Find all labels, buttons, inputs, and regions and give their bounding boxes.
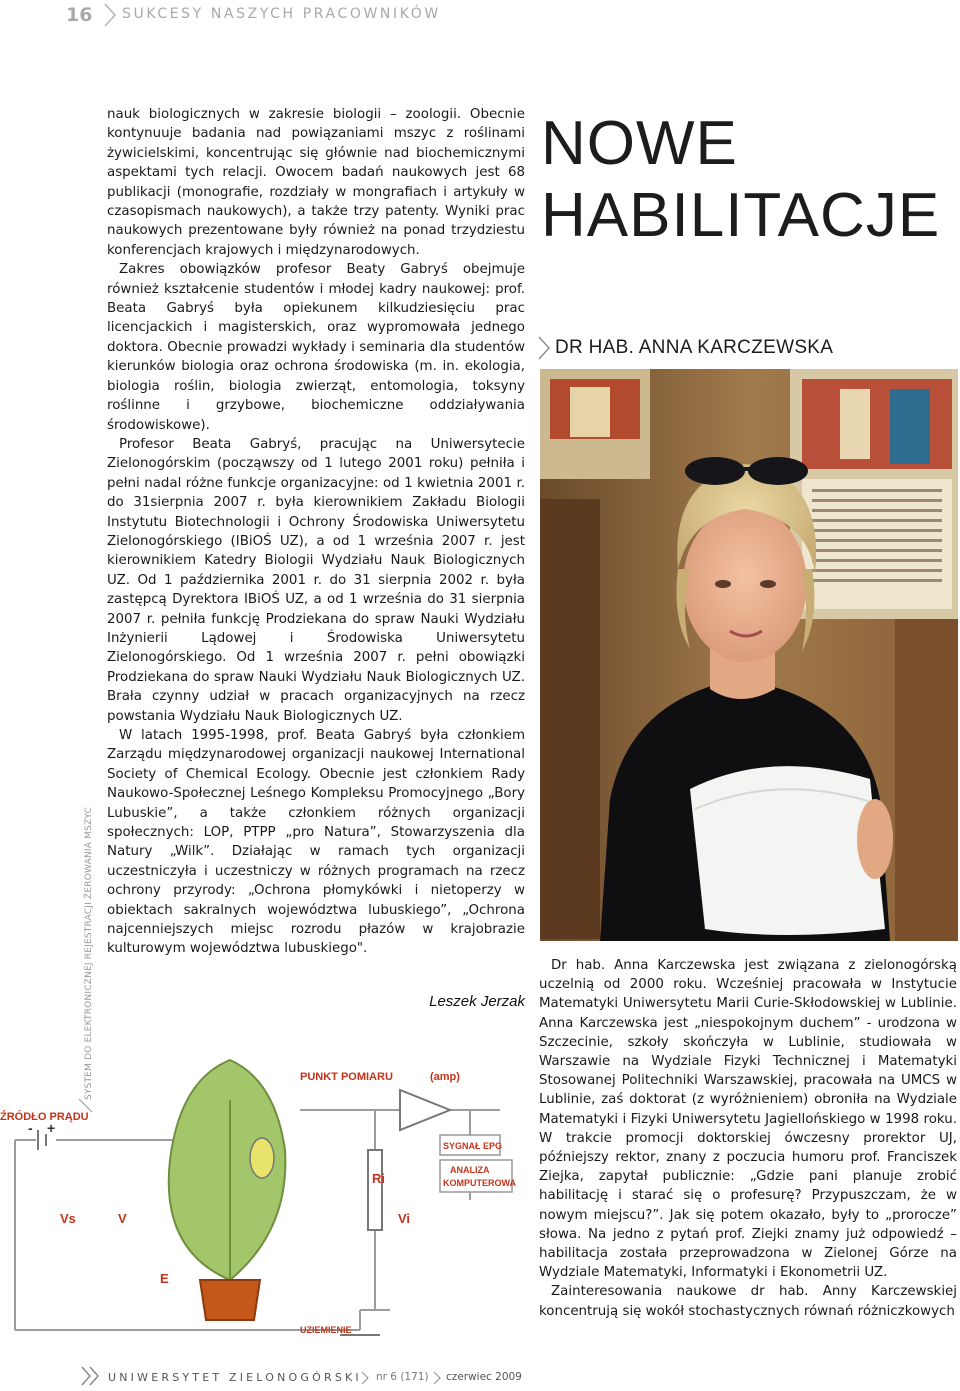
paragraph: Zainteresowania naukowe dr hab. Anny Karczewskiej koncentrują się wokół stochastycznych równań różniczkowych — [539, 1284, 957, 1319]
label-signal: SYGNAŁ EPG — [443, 1141, 503, 1151]
portrait-photo — [540, 369, 958, 941]
label-source: ŹRÓDŁO PRĄDU — [0, 1111, 89, 1123]
page-number: 16 — [66, 4, 93, 26]
label-vs: Vs — [60, 1211, 76, 1226]
aphid-symbol — [250, 1138, 274, 1178]
portrait-illustration — [540, 369, 958, 941]
heading-line-2: HABILITACJE — [541, 181, 941, 250]
label-amp: (amp) — [430, 1071, 460, 1083]
footer-issue: nr 6 (171) — [376, 1371, 429, 1383]
side-caption: SYSTEM DO ELEKTRONICZNEJ REJESTRACJI ŻEROWANIA MSZYC — [84, 806, 94, 1100]
label-analysis-2: KOMPUTEROWA — [443, 1178, 516, 1188]
right-column — [539, 956, 957, 1321]
paragraph: Dr hab. Anna Karczewska jest związana z zielonogórską uczelnią od 2000 roku. Wcześniej pracowała w Instytucie Matematyki Uniwersytetu Marii Curie-Skłodowskiej w Lublinie. Anna Karczewska jest „niespokojnym duchem” - urodzona w Szczecinie, szkoły skończyła w Lublinie, studiowała w Warszawie na Wydziale Fizyki Technicznej i Matematyki Stosowanej Politechniki Warszawskiej, pracowała na UMCS w Lublinie, zaś doktorat (z wyróżnieniem) obroniła na Wydziale Matematyki i Fizyki Uniwersytetu Jagiellońskiego w 1998 roku. W trakcie promocji doktorskiej ówczesny prorektor UJ, późniejszy rektor, znany z poczucia humoru prof. Franciszek Ziejka, zapytał publicznie: „Gdzie pani planuje zrobić habilitację i starać się o profesurę? Przypuszczam, że w nowym miejscu?”. Jak się potem okazało, były to „prorocze” słowa. Na jedno z pytań prof. Ziejki znamy już odpowiedź – habilitacja została przeprowadzona w Zielonej Górze na Wydziale Matematyki, Informatyki i Ekonometrii UZ. — [539, 958, 957, 1281]
label-vi: Vi — [398, 1211, 411, 1226]
label-measure-point: PUNKT POMIARU — [300, 1071, 393, 1083]
label-ground: UZIEMIENIE — [300, 1325, 352, 1335]
left-column — [107, 105, 525, 959]
chevron-right-icon — [102, 2, 118, 28]
paragraph: W latach 1995-1998, prof. Beata Gabryś była członkiem Zarządu międzynarodowej organizacji naukowej International Society of Chemical Ecology. Obecnie jest członkiem Rady Naukowo-Społecznej Leśnego Kompleksu Promocyjnego „Bory Lubuskie”, a także członkiem różnych organizacji społecznych: LOP, PTPP „pro Natura”, Stowarzyszenia dla Natury „Wilk”. Działając w ramach tych organizacji uczestniczyła i uczestniczy w różnych programach na rzecz ochrony przyrody: „Ochrona płomykówki i nietoperzy w obiektach sakralnych województwa lubuskiego”, „Ochrona najcenniejszych miejsc rozrodu płazów w krajobrazie kulturowym województwa lubuskiego". — [107, 728, 525, 957]
paragraph: Profesor Beata Gabryś, pracując na Uniwersytecie Zielonogórskim (począwszy od 1 lutego 2001 roku) pełniła i pełni nadal różne funkcje organizacyjne: od 1 kwietnia 2001 r. do 31sierpnia 2007 r. była kierownikiem Zakładu Biologii Instytutu Biotechnologii i Ochrony Środowiska Uniwersytetu Zielonogórskiego (IBiOŚ UZ), a od 1 września 2007 r. jest kierownikiem Katedry Biologii Wydziału Nauk Biologicznych UZ. Od 1 października 2001 r. do 31 sierpnia 2002 r. była zastępcą Dyrektora IBiOŚ UZ, a od 1 września do 31 sierpnia 2007 r. pełniła funkcję Prodziekana do spraw Nauki Wydziału Inżynierii Lądowej i Środowiska Uniwersytetu Zielonogórskiego. Od 1 września 2007 r. pełni obowiązki Prodziekana do spraw Nauki Wydziału Nauk Biologicznych UZ. Brała czynny udział w pracach organizacyjnych na rzecz powstania Wydziału Nauk Biologicznych UZ. — [107, 436, 525, 724]
footer-university: UNIWERSYTET ZIELONOGÓRSKI — [108, 1371, 362, 1384]
author-signature: Leszek Jerzak — [429, 993, 525, 1010]
epg-diagram — [0, 1040, 525, 1340]
amplifier-symbol — [400, 1090, 450, 1130]
double-chevron-icon — [80, 1366, 102, 1386]
chevron-right-icon — [536, 335, 552, 361]
paragraph: Zakres obowiązków profesor Beaty Gabryś obejmuje również kształcenie studentów i młodej kadry naukowej: prof. Beata Gabryś była opiekunem kilkudziesięciu prac licencjackich i magisterskich, oraz wypromowała jednego doktora. Obecnie prowadzi wykłady i seminaria dla studentów kierunków biologia oraz ochrona środowiska (m. in. ekologia, biologia roślin, biologia zwierząt, entomologia, toksyny roślinne i grzybowe, biochemiczne oddziaływania środowiskowe). — [107, 262, 525, 433]
article-heading — [541, 108, 940, 252]
heading-line-1: NOWE — [541, 109, 738, 178]
flower-pot — [200, 1280, 260, 1320]
label-e: E — [160, 1271, 169, 1286]
chevron-right-icon — [432, 1371, 442, 1385]
label-v: V — [118, 1211, 127, 1226]
paragraph: nauk biologicznych w zakresie biologii – zoologii. Obecnie kontynuuje badania nad powiązaniami mszyc z roślinami żywicielskimi, koncentrując się głównie nad biochemicznymi aspektami tych relacji. Owocem badań naukowych jest 68 publikacji (monografie, rozdziały w mongrafiach i artykuły w czasopismach naukowych), a także trzy patenty. Wyniki prac naukowych prezentowane były również na ponad trzydziestu konferencjach krajowych i międzynarodowych. — [107, 107, 525, 258]
resistor-symbol — [368, 1150, 382, 1230]
section-title: SUKCESY NASZYCH PRACOWNIKÓW — [122, 6, 441, 22]
footer-date: czerwiec 2009 — [446, 1371, 522, 1383]
subheading: DR HAB. ANNA KARCZEWSKA — [555, 337, 834, 358]
label-plus: + — [47, 1120, 56, 1136]
chevron-right-icon — [360, 1371, 370, 1385]
label-ri: Ri — [372, 1171, 385, 1186]
label-minus: - — [28, 1120, 33, 1136]
label-analysis-1: ANALIZA — [450, 1165, 490, 1175]
